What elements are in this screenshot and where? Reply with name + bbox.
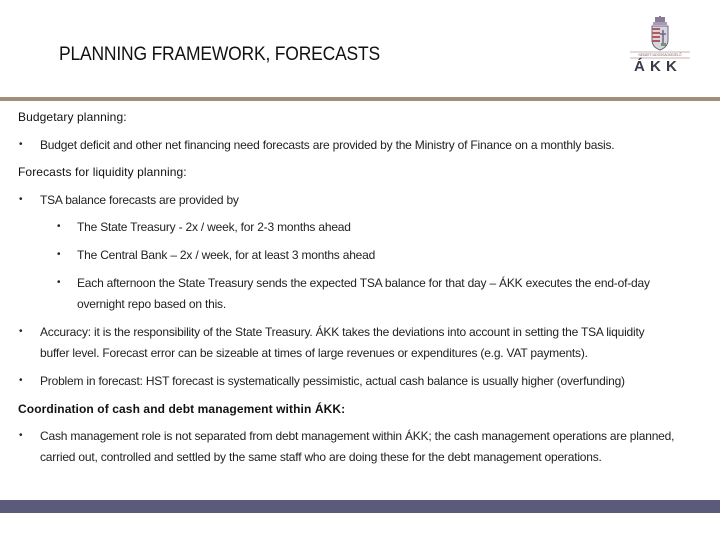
sub-bullet-marker: • — [57, 249, 61, 260]
sub-bullet-text-cont: overnight repo based on this. — [77, 297, 226, 311]
section-heading: Forecasts for liquidity planning: — [18, 165, 187, 179]
bullet-text: Budget deficit and other net financing need forecasts are provided by the Ministry of Finance on a monthly basis. — [40, 138, 615, 152]
sub-bullet-text: The Central Bank – 2x / week, for at least 3 months ahead — [77, 248, 376, 262]
sub-bullet-marker: • — [57, 221, 61, 232]
logo-text: Á K K — [634, 58, 678, 75]
section-heading: Coordination of cash and debt management within ÁKK: — [18, 402, 346, 416]
bullet-text: Problem in forecast: HST forecast is systematically pessimistic, actual cash balance is usually higher (overfunding) — [40, 374, 625, 388]
sub-bullet-text: Each afternoon the State Treasury sends the expected TSA balance for that day – ÁKK executes the end-of-day — [77, 276, 650, 290]
bullet-marker: • — [19, 430, 23, 441]
section-heading: Budgetary planning: — [18, 110, 127, 124]
bullet-text-cont: carried out, controlled and settled by the same staff who are doing these for the debt management operations. — [40, 450, 602, 464]
page-title: PLANNING FRAMEWORK, FORECASTS — [59, 44, 380, 65]
bullet-text: TSA balance forecasts are provided by — [40, 193, 239, 207]
header-divider — [0, 97, 720, 101]
logo-fine-print: NEMZETI ADÓSSÁGKEZELŐ — [638, 53, 682, 57]
bullet-marker: • — [19, 194, 23, 205]
bullet-marker: • — [19, 375, 23, 386]
bullet-text: Cash management role is not separated from debt management within ÁKK; the cash management operations are planned, — [40, 429, 675, 443]
bullet-marker: • — [19, 139, 23, 150]
sub-bullet-text: The State Treasury - 2x / week, for 2-3 months ahead — [77, 220, 351, 234]
footer-bar — [0, 500, 720, 513]
bullet-marker: • — [19, 326, 23, 337]
sub-bullet-marker: • — [57, 277, 61, 288]
bullet-text-cont: buffer level. Forecast error can be sizeable at times of large revenues or expenditures (e.g. VAT payments). — [40, 346, 588, 360]
bullet-text: Accuracy: it is the responsibility of the State Treasury. ÁKK takes the deviations into account in setting the TSA liquidity — [40, 325, 645, 339]
